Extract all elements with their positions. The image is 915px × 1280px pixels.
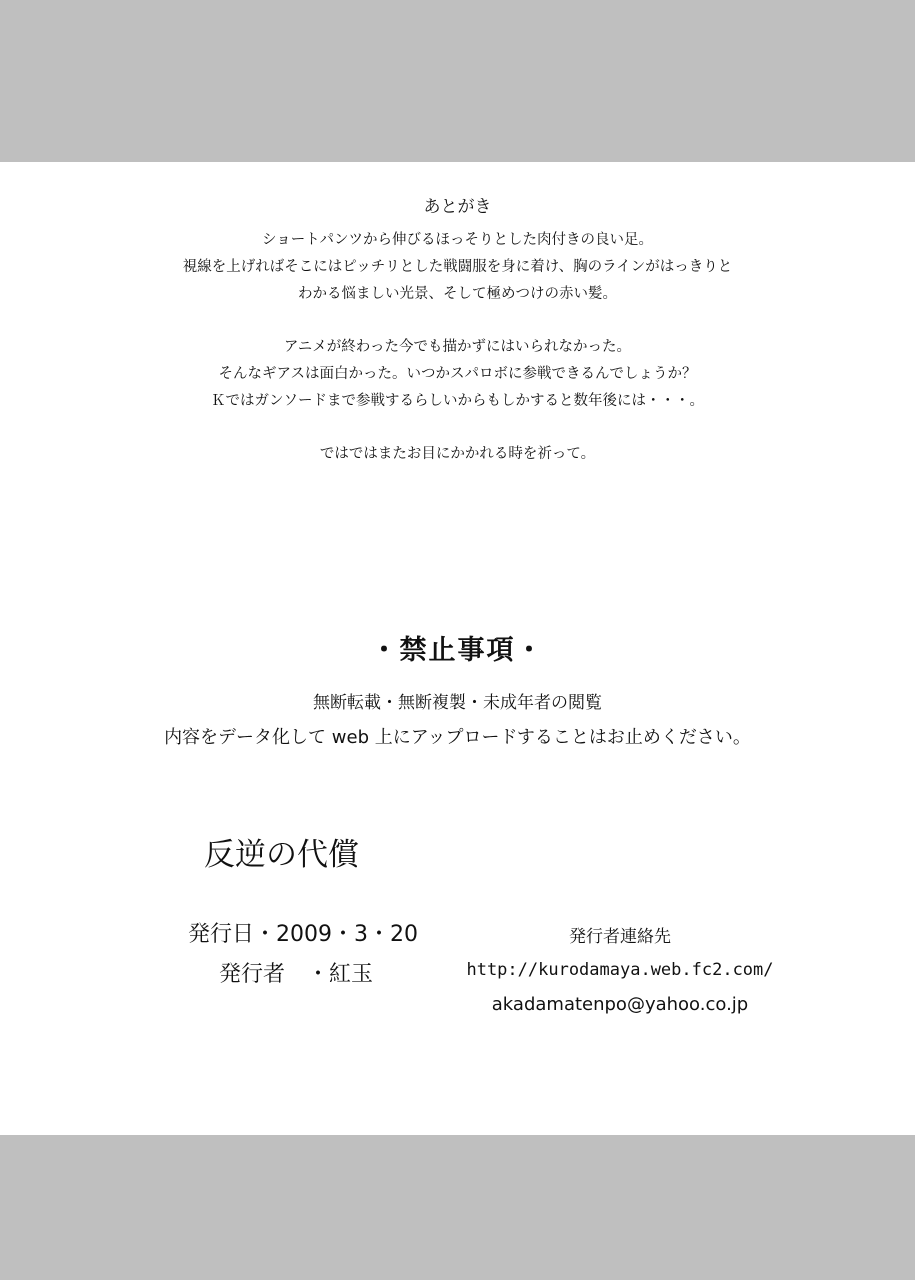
afterword-line: アニメが終わった今でも描かずにはいられなかった。 <box>283 339 632 355</box>
afterword-line: Ｋではガンソードまで参戦するらしいからもしかすると数年後には・・・。 <box>211 393 704 409</box>
afterword-line: わかる悩ましい光景、そして極めつけの赤い髪。 <box>298 286 617 302</box>
bottom-gray-band <box>0 1135 915 1280</box>
publisher-name: 発行者 ・紅玉 <box>219 962 374 987</box>
publication-date: 発行日・2009・3・20 <box>188 922 418 947</box>
contact-url: http://kurodamaya.web.fc2.com/ <box>466 960 774 980</box>
afterword-line: そんなギアスは面白かった。いつかスパロボに参戦できるんでしょうか？ <box>218 366 697 382</box>
afterword-line: ショートパンツから伸びるほっそりとした肉付きの良い足。 <box>262 232 653 248</box>
contact-email: akadamatenpo@yahoo.co.jp <box>491 994 749 1015</box>
afterword-line: 視線を上げればそこにはピッチリとした戦闘服を身に着け、胸のラインがはっきりと <box>182 259 733 275</box>
prohibition-heading: ・禁止事項・ <box>370 635 545 666</box>
prohibition-upload-notice: 内容をデータ化して web 上にアップロードすることはお止めください。 <box>164 727 751 748</box>
afterword-line: ではではまたお目にかかれる時を祈って。 <box>319 446 596 462</box>
book-title: 反逆の代償 <box>204 837 359 873</box>
prohibition-items: 無断転載・無断複製・未成年者の閲覧 <box>313 693 602 713</box>
afterword-title: あとがき <box>423 197 492 217</box>
contact-title: 発行者連絡先 <box>569 927 671 947</box>
top-gray-band <box>0 0 915 162</box>
